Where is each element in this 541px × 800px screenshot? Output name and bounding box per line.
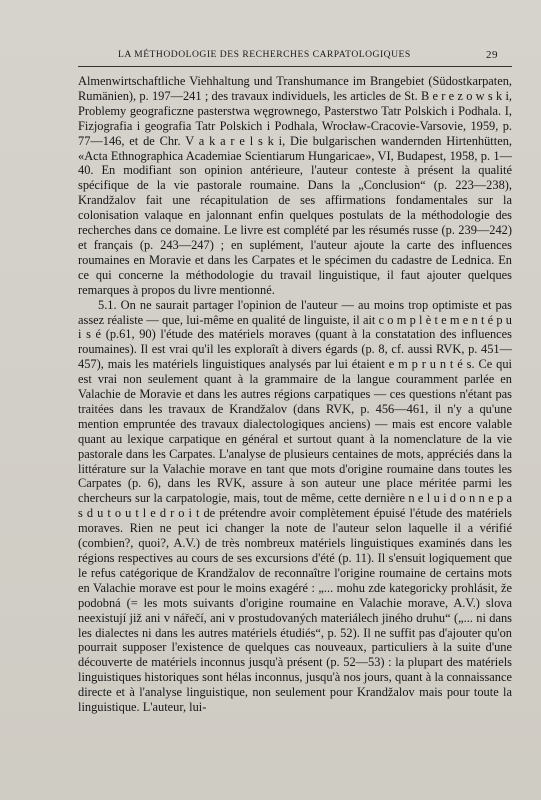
body-text	[78, 74, 512, 764]
header-rule	[78, 66, 512, 67]
page-number: 29	[486, 49, 498, 61]
running-title: LA MÉTHODOLOGIE DES RECHERCHES CARPATOLOGIQUES	[118, 49, 411, 60]
running-header	[118, 49, 498, 63]
paragraph: 5.1. On ne saurait partager l'opinion de l'auteur — au moins trop optimiste et pas assez réaliste — que, lui-même en qualité de linguiste, il ait c o m p l è t e m e n t é p u i s é (p.61, 90) l'étude des matériels moraves (quant à la constatation des influences roumaines). Il est vrai qu'il les exploraît à divers égards (p. 8, cf. aussi RVK, p. 451—457), mais les matériels linguistiques analysés par lui étaient e m p r u n t é s. Ce qui est vrai non seulement quant à la grammaire de la langue couramment parlée en Valachie de Moravie et dans les autres régions carpatiques — ces questions n'étant pas traitées dans les travaux de Krandžalov (dans RVK, p. 456—461, il n'y a qu'une mention empruntée des travaux dialectologiques anciens) — mais est encore valable quant au lexique carpatique en général et surtout quant à la nomenclature de la vie pastorale dans les Carpates. L'analyse de plusieurs centaines de mots, appréciés dans la littérature sur la Valachie morave en tant que mots d'origine roumaine dans toutes les Carpates (p. 6), dans les RVK, assure à son auteur une place méritée parmi les chercheurs sur la carpatologie, mais, tout de même, cette dernière n e l u i d o n n e p a s d u t o u t l e d r o i t de prétendre avoir complètement épuisé l'étude des matériels moraves. Rien ne peut ici changer la note de l'auteur selon laquelle il a vérifié (combien?, quoi?, A.V.) de très nombreux matériels linguistiques examinés dans les régions respectives au cours de ses excursions d'été (p. 11). Il s'ensuit logiquement que le refus catégorique de Krandžalov de reconnaître l'origine roumaine de certains mots en Valachie morave est pour le moins exagéré : „... mohu zde kategoricky prohlásit, že podobná (= les mots suivants d'origine roumaine en Valachie morave, A.V.) slova neexistují již ani v nářečí, ani v prostudovaných materiálech jiného druhu“ („... ni dans les dialectes ni dans les autres matériels étudiés“, p. 52). Il ne suffit pas d'ajouter qu'on pourrait supposer l'existence de quelques cas nouveaux, particuliers à la suite d'une découverte de matériels inconnus jusqu'à présent (p. 52—53) : la plupart des matériels linguistiques historiques sont hélas inconnus, jusqu'à nos jours, quant à la connaissance directe et à l'analyse linguistique, non seulement pour Krandžalov mais pour toute la linguistique. L'auteur, lui-	[78, 297, 512, 715]
paragraph: Almenwirtschaftliche Viehhaltung und Transhumance im Brangebiet (Südostkarpaten, Rumänien), p. 197—241 ; des travaux individuels, les articles de St. B e r e z o w s k i, Problemy geograficzne pasterstwa węgrownego, Pasterstwo Tatr Polskich i Podhala. I, Fizjografia i geografia Tatr Polskich i Podhala, Wrocław-Cracovie-Varsovie, 1959, p. 77—146, et de Chr. V a k a r e l s k i, Die bulgarischen wandernden Hirtenhütten, «Acta Ethnographica Academiae Scientiarum Hungaricae», VI, Budapest, 1958, p. 1—40. En modifiant son opinion antérieure, l'auteur conteste à présent la qualité spécifique de la vie pastorale roumaine. Dans la „Conclusion“ (p. 223—238), Krandžalov fait une récapitulation de ses affirmations fondamentales sur la colonisation valaque en jalonnant enfin quelques postulats de la méthodologie des recherches dans ce domaine. Le livre est complété par les résumés russe (p. 239—242) et français (p. 243—247) ; en suplément, l'auteur ajoute la carte des influences roumaines en Moravie et dans les Carpates et le spécimen du cadastre de Lednica. En ce qui concerne la méthodologie du travail linguistique, il faut ajouter quelques remarques à propos du livre mentionné.	[78, 74, 512, 297]
